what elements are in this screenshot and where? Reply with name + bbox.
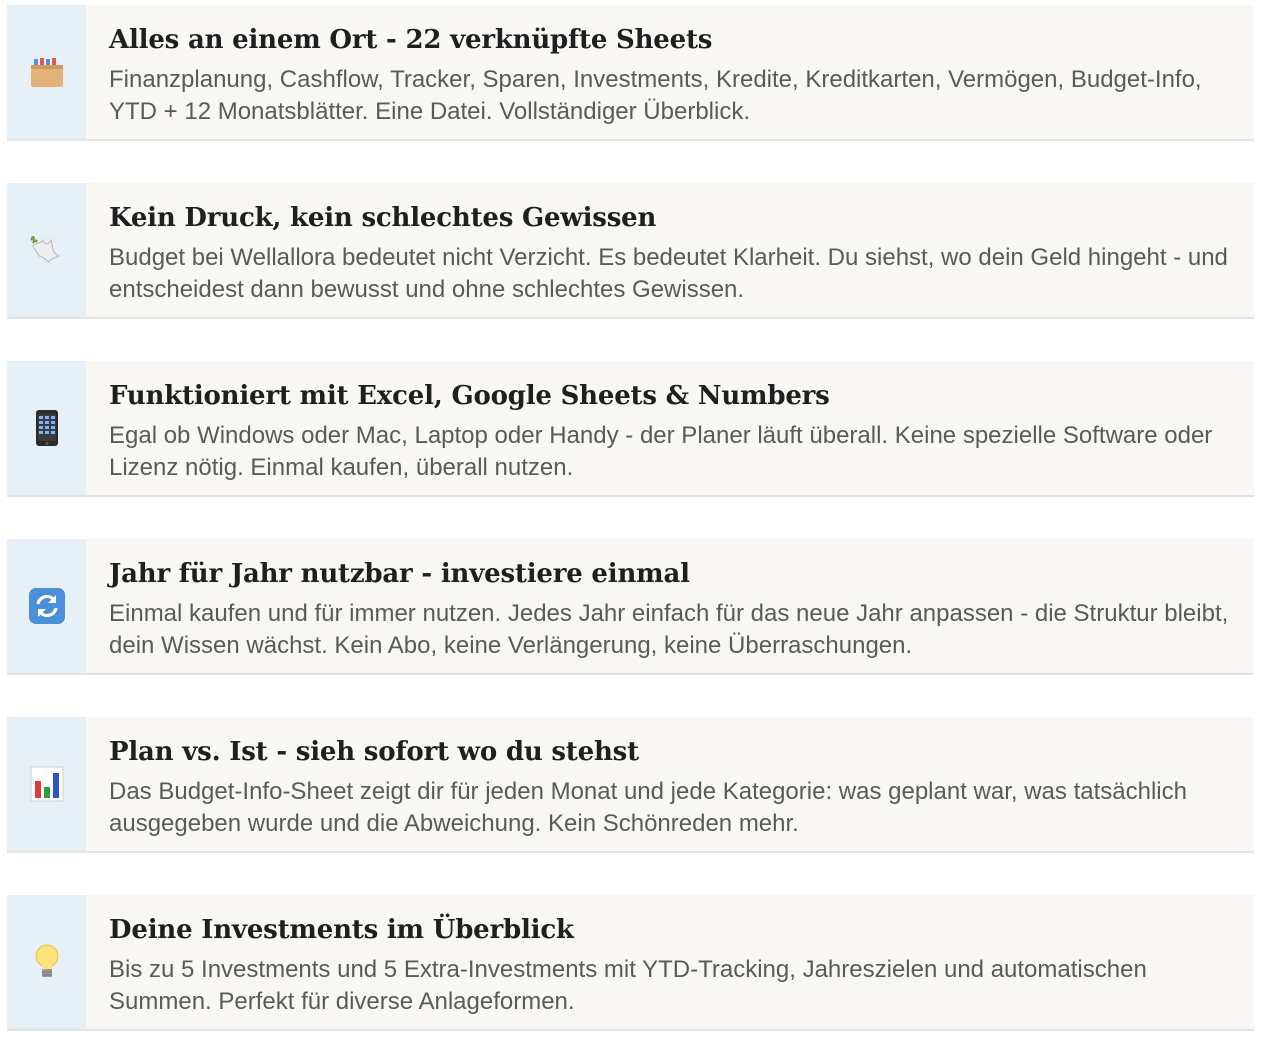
feature-card-all-in-one <box>7 5 1254 141</box>
feature-card-compatibility <box>7 361 1254 497</box>
feature-list <box>7 5 1254 1031</box>
feature-title: Kein Druck, kein schlechtes Gewissen <box>109 203 657 233</box>
feature-card-plan-vs-actual <box>7 717 1254 853</box>
feature-card-no-pressure <box>7 183 1254 319</box>
feature-icon-panel <box>7 5 86 139</box>
light-bulb-icon <box>34 943 60 981</box>
mobile-phone-icon <box>35 409 59 447</box>
feature-description: Finanzplanung, Cashflow, Tracker, Sparen, Investments, Kredite, Kreditkarten, Vermögen, Budget-Info, YTD + 12 Monatsblätter. Eine Datei. Vollständiger Überblick. <box>109 66 1202 125</box>
feature-description: Einmal kaufen und für immer nutzen. Jedes Jahr einfach für das neue Jahr anpassen - die Struktur bleibt, dein Wissen wächst. Kein Abo, keine Verlängerung, keine Überraschungen. <box>109 600 1229 659</box>
feature-icon-panel <box>7 539 86 673</box>
feature-card-reusable <box>7 539 1254 675</box>
feature-description: Budget bei Wellallora bedeutet nicht Verzicht. Es bedeutet Klarheit. Du siehst, wo dein Geld hingeht - und entscheidest dann bewusst und ohne schlechtes Gewissen. <box>109 244 1228 303</box>
feature-title: Jahr für Jahr nutzbar - investiere einmal <box>109 559 690 589</box>
feature-description: Egal ob Windows oder Mac, Laptop oder Handy - der Planer läuft überall. Keine spezielle Software oder Lizenz nötig. Einmal kaufen, überall nutzen. <box>109 422 1213 481</box>
dove-icon <box>29 232 65 268</box>
feature-title: Funktioniert mit Excel, Google Sheets & Numbers <box>109 381 830 411</box>
feature-title: Alles an einem Ort - 22 verknüpfte Sheets <box>109 25 713 55</box>
bar-chart-icon <box>30 766 64 802</box>
feature-description: Bis zu 5 Investments und 5 Extra-Investments mit YTD-Tracking, Jahreszielen und automatischen Summen. Perfekt für diverse Anlageformen. <box>109 956 1147 1015</box>
feature-icon-panel <box>7 361 86 495</box>
feature-icon-panel <box>7 717 86 851</box>
feature-icon-panel <box>7 895 86 1029</box>
card-file-box-icon <box>29 55 65 89</box>
feature-title: Plan vs. Ist - sieh sofort wo du stehst <box>109 737 639 767</box>
feature-description: Das Budget-Info-Sheet zeigt dir für jeden Monat und jede Kategorie: was geplant war, was tatsächlich ausgegeben wurde und die Abweichung. Kein Schönreden mehr. <box>109 778 1187 837</box>
refresh-arrows-icon <box>28 587 66 625</box>
feature-title: Deine Investments im Überblick <box>109 915 574 945</box>
feature-icon-panel <box>7 183 86 317</box>
feature-card-investments <box>7 895 1254 1031</box>
